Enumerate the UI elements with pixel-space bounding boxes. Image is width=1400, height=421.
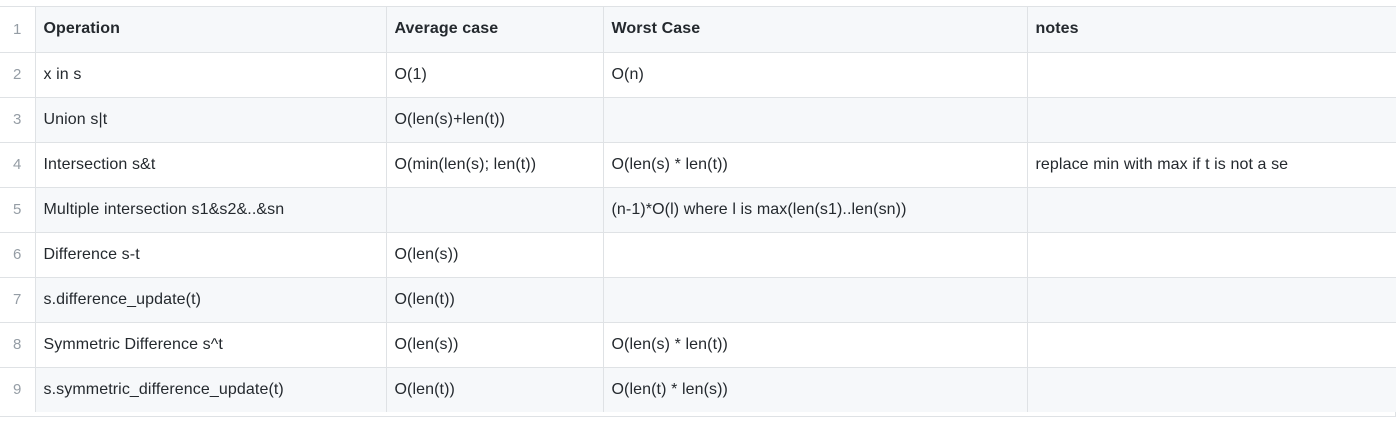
cell-worst-case — [603, 97, 1027, 142]
cell-average-case: O(len(s)) — [386, 232, 603, 277]
line-number[interactable]: 8 — [0, 322, 35, 367]
cell-notes: replace min with max if t is not a se — [1027, 142, 1396, 187]
table-row — [0, 142, 1396, 187]
cell-worst-case: O(len(s) * len(t)) — [603, 142, 1027, 187]
complexity-table — [0, 7, 1396, 412]
cell-notes — [1027, 322, 1396, 367]
line-number[interactable]: 7 — [0, 277, 35, 322]
cell-notes — [1027, 187, 1396, 232]
line-number[interactable]: 6 — [0, 232, 35, 277]
column-header-average-case: Average case — [386, 7, 603, 52]
cell-notes — [1027, 52, 1396, 97]
cell-worst-case — [603, 277, 1027, 322]
column-header-operation: Operation — [35, 7, 386, 52]
cell-operation: Multiple intersection s1&s2&..&sn — [35, 187, 386, 232]
table-row — [0, 97, 1396, 142]
csv-table-view — [0, 6, 1396, 417]
cell-notes — [1027, 232, 1396, 277]
cell-notes — [1027, 277, 1396, 322]
cell-average-case: O(len(t)) — [386, 277, 603, 322]
table-row — [0, 52, 1396, 97]
cell-operation: Symmetric Difference s^t — [35, 322, 386, 367]
table-row — [0, 367, 1396, 412]
line-number[interactable]: 9 — [0, 367, 35, 412]
cell-operation: Difference s-t — [35, 232, 386, 277]
table-row — [0, 277, 1396, 322]
cell-worst-case: O(len(s) * len(t)) — [603, 322, 1027, 367]
column-header-worst-case: Worst Case — [603, 7, 1027, 52]
table-row — [0, 322, 1396, 367]
line-number[interactable]: 2 — [0, 52, 35, 97]
cell-operation: s.difference_update(t) — [35, 277, 386, 322]
cell-average-case: O(len(s)) — [386, 322, 603, 367]
cell-operation: x in s — [35, 52, 386, 97]
table-header-row — [0, 7, 1396, 52]
cell-notes — [1027, 97, 1396, 142]
cell-worst-case: O(n) — [603, 52, 1027, 97]
line-number[interactable]: 3 — [0, 97, 35, 142]
cell-average-case — [386, 187, 603, 232]
table-row — [0, 232, 1396, 277]
cell-average-case: O(len(s)+len(t)) — [386, 97, 603, 142]
cell-operation: Intersection s&t — [35, 142, 386, 187]
line-number[interactable]: 1 — [0, 7, 35, 52]
table-row — [0, 187, 1396, 232]
column-header-notes: notes — [1027, 7, 1396, 52]
cell-average-case: O(len(t)) — [386, 367, 603, 412]
line-number[interactable]: 5 — [0, 187, 35, 232]
cell-notes — [1027, 367, 1396, 412]
cell-operation: s.symmetric_difference_update(t) — [35, 367, 386, 412]
cell-operation: Union s|t — [35, 97, 386, 142]
cell-worst-case: O(len(t) * len(s)) — [603, 367, 1027, 412]
line-number[interactable]: 4 — [0, 142, 35, 187]
cell-average-case: O(min(len(s); len(t)) — [386, 142, 603, 187]
cell-average-case: O(1) — [386, 52, 603, 97]
cell-worst-case — [603, 232, 1027, 277]
cell-worst-case: (n-1)*O(l) where l is max(len(s1)..len(sn)) — [603, 187, 1027, 232]
